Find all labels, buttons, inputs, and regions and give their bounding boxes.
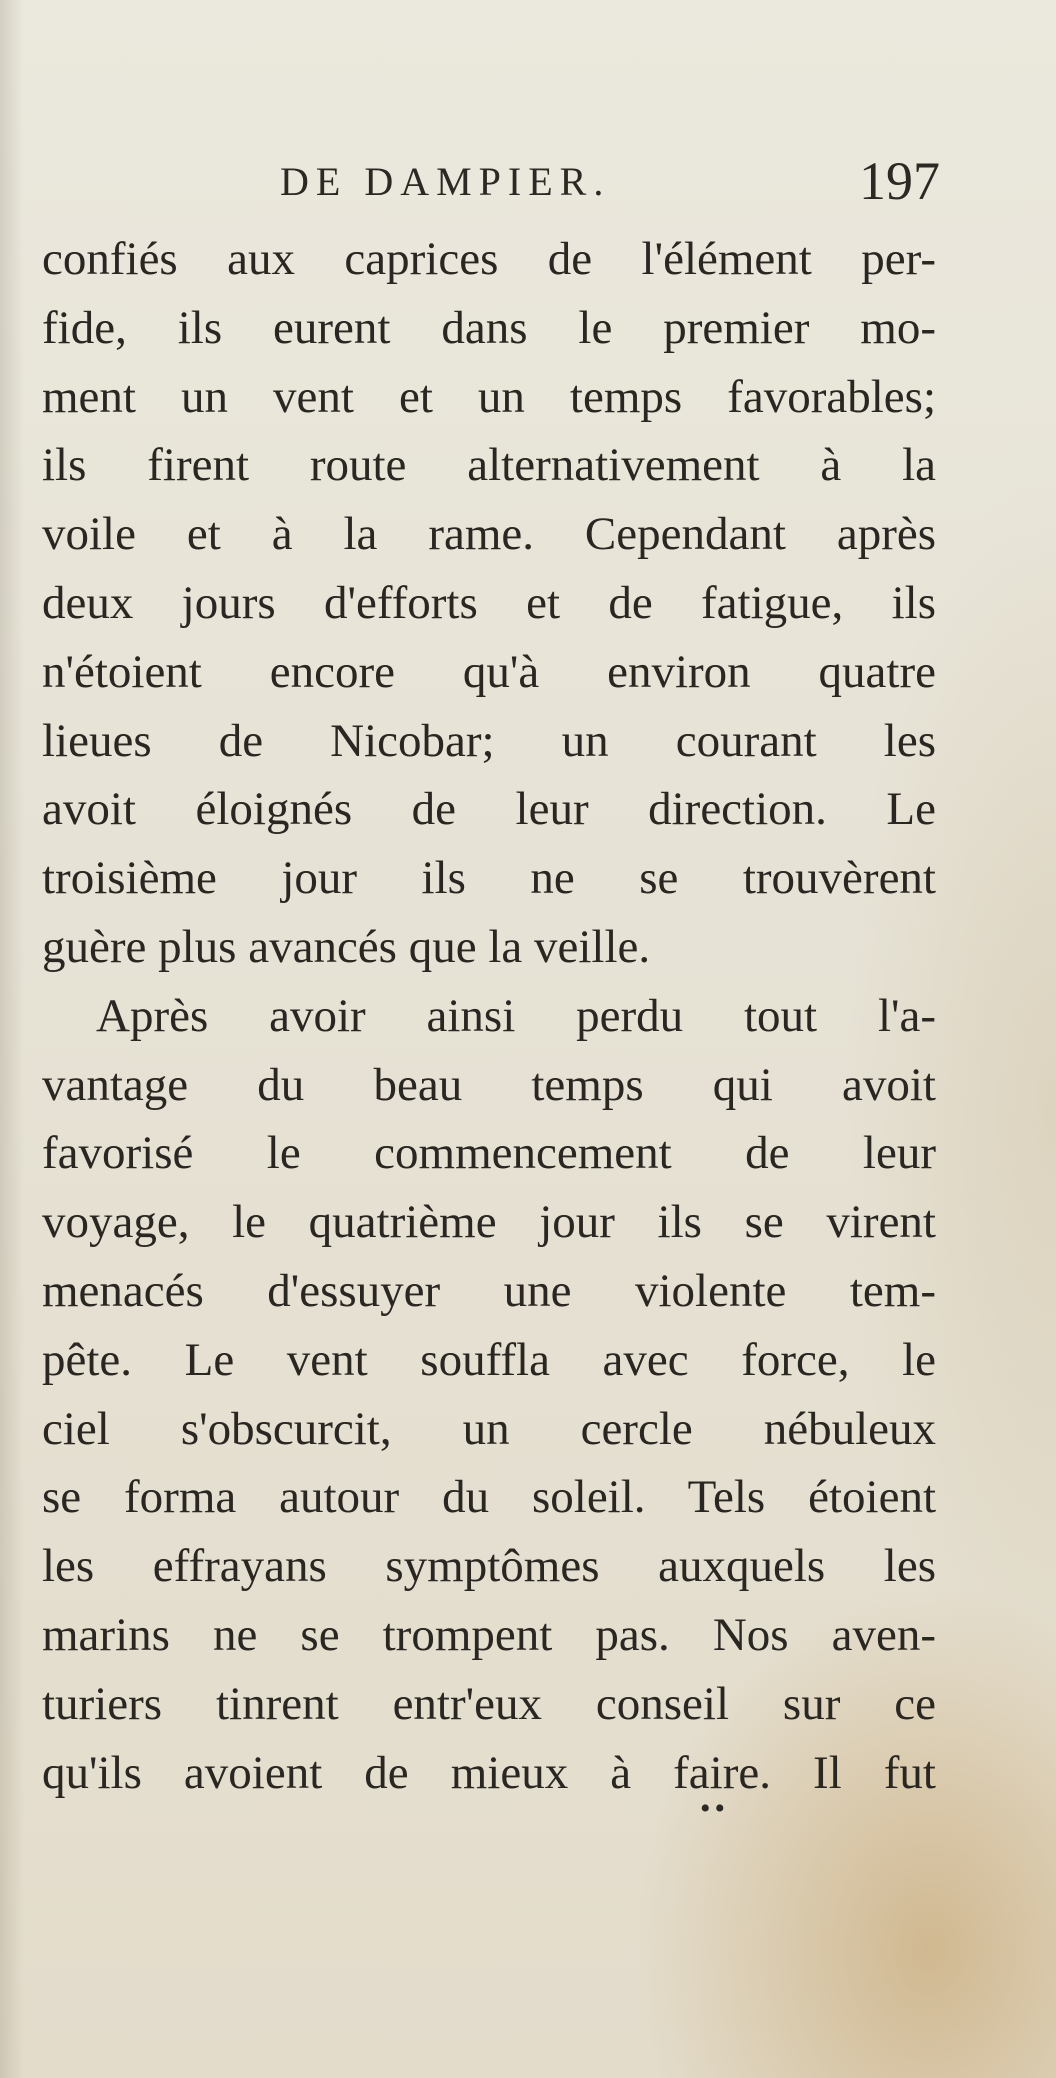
text-line: favorisé le commencement de leur <box>42 1127 936 1180</box>
text-line: lieues de Nicobar; un courant les <box>42 714 936 767</box>
text-line: voyage, le quatrième jour ils se virent <box>42 1196 936 1249</box>
text-line: les effrayans symptômes auxquels les <box>42 1540 936 1593</box>
text-line: ment un vent et un temps favorables; <box>42 370 936 423</box>
paragraph-start-line: Après avoir ainsi perdu tout l'a- <box>96 989 936 1042</box>
text-line: voile et à la rame. Cependant après <box>42 508 936 561</box>
text-line: avoit éloignés de leur direction. Le <box>42 783 936 836</box>
page-number: 197 <box>859 151 940 211</box>
page-edge-shadow <box>0 0 24 2078</box>
text-line: ils firent route alternativement à la <box>42 439 936 492</box>
text-line: troisième jour ils ne se trouvèrent <box>42 852 936 905</box>
text-line: pête. Le vent souffla avec force, le <box>42 1333 936 1386</box>
text-line: qu'ils avoient de mieux à faire. Il fut <box>42 1746 936 1799</box>
text-line: vantage du beau temps qui avoit <box>42 1058 936 1111</box>
text-line: n'étoient encore qu'à environ quatre <box>42 645 936 698</box>
body-text <box>42 225 936 1807</box>
signature-mark: •• <box>700 1792 730 1825</box>
running-head: DE DAMPIER. <box>280 159 611 204</box>
text-line: deux jours d'efforts et de fatigue, ils <box>42 576 936 629</box>
text-line: fide, ils eurent dans le premier mo- <box>42 301 936 354</box>
text-line: marins ne se trompent pas. Nos aven- <box>42 1608 936 1661</box>
page-header <box>280 150 940 220</box>
text-line: se forma autour du soleil. Tels étoient <box>42 1471 936 1524</box>
text-line: turiers tinrent entr'eux conseil sur ce <box>42 1677 936 1730</box>
text-line: menacés d'essuyer une violente tem- <box>42 1264 936 1317</box>
text-line: guère plus avancés que la veille. <box>42 920 651 973</box>
text-line: confiés aux caprices de l'élément per- <box>42 233 936 285</box>
text-line: ciel s'obscurcit, un cercle nébuleux <box>42 1402 936 1455</box>
